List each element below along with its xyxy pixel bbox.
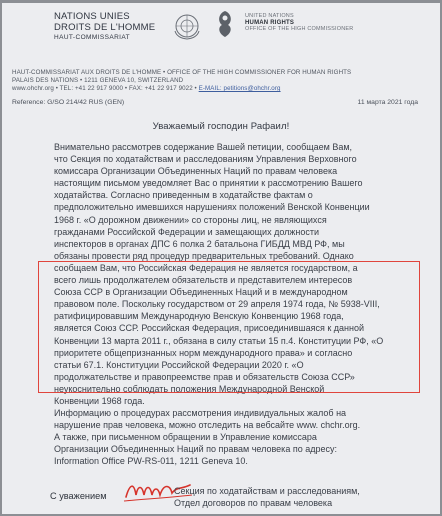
body-line: Information Office PW-RS-011, 1211 Geneva 10. [54, 456, 248, 467]
body-line: приоритете общепризнанных норм международного права» и согласно [54, 347, 353, 358]
body-line: ходатайства. Согласно приведенным в ходатайстве фактам о [54, 190, 313, 201]
body-line: обязаны провести ряд процедур предварительных требований. Однако [54, 250, 354, 261]
closing-phrase: С уважением [50, 491, 107, 501]
highlight-box [38, 261, 420, 393]
body-line: Организации Объединенных Наций по правам человека по адресу: [54, 444, 337, 455]
address-line-3 [12, 85, 436, 93]
body-line: ратифицировавшим Международную Венскую Конвенцию 1968 года, [54, 311, 344, 322]
contact-info: www.ohchr.org • TEL: +41 22 917 9000 • FAX: +41 22 917 9022 • [12, 85, 199, 93]
address-line-2: PALAIS DES NATIONS • 1211 GENEVA 10, SWITZERLAND [12, 77, 184, 85]
letter-page [2, 3, 440, 514]
org-name-line-2: DROITS DE L'HOMME [54, 22, 156, 33]
org-subtitle: HAUT-COMMISSARIAT [54, 34, 131, 41]
body-line: предположительно имевшихся нарушениях положений Венской Конвенции [54, 202, 370, 213]
org-name-line-1: NATIONS UNIES [54, 11, 130, 22]
hr-brand-line-1: UNITED NATIONS [245, 13, 294, 19]
body-line: Информацию о процедурах рассмотрения индивидуальных жалоб на [54, 408, 347, 419]
body-line: Внимательно рассмотрев содержание Вашей петиции, сообщаем Вам, [54, 142, 353, 152]
body-line: 1968 г. «О дорожном движении» со стороны лиц, не являющихся [54, 214, 327, 225]
body-line: комиссара Организации Объединенных Наций по правам человека [54, 166, 338, 177]
body-line: продолжательстве и правопреемстве прав и обязательств Союза ССР» [54, 371, 355, 382]
signature-block-line-1: Секция по ходатайствам и расследованиям, [174, 486, 360, 496]
human-rights-brand [245, 13, 365, 33]
body-line: Конвенции 1968 года. [54, 395, 145, 406]
body-line: А также, при письменном обращении в Управление комиссара [54, 432, 317, 443]
letter-date: 11 марта 2021 года [357, 99, 418, 106]
reference-number: Reference: G/SO 214/42 RUS (GEN) [12, 99, 125, 106]
salutation: Уважаемый господин Рафаил! [152, 121, 290, 132]
body-line: всего лишь продолжателем обязательств и представителем интересов [54, 275, 353, 286]
address-line-1: HAUT-COMMISSARIAT AUX DROITS DE L'HOMME • OFFICE OF THE HIGH COMMISSIONER FOR HUMAN RIGHTS [12, 69, 352, 76]
address-block [12, 69, 436, 94]
body-line: гражданами Российской Федерации и замещающих должности [54, 226, 320, 237]
body-line: сообщаем Вам, что Российская Федерация не является государством, а [54, 262, 358, 273]
organization-header [54, 11, 164, 42]
body-line: Конвенции 13 марта 2011 г., обязана в силу статьи 15 п.4. Конституции РФ, «О [54, 335, 384, 346]
body-line: нарушение прав человека, можно отследить на вебсайте www. chchr.org. [54, 420, 361, 431]
hr-brand-line-2: HUMAN RIGHTS [245, 19, 295, 26]
body-line: настоящим письмом уведомляет Вас о принятии к рассмотрению Вашего [54, 178, 363, 189]
body-line: Союза ССР в Организации Объединенных Наций и в международном [54, 287, 348, 298]
human-rights-logo-icon [210, 7, 240, 41]
signature-block-line-2: Отдел договоров по правам человека [174, 498, 333, 508]
signature-block [174, 485, 436, 509]
hr-brand-line-3: OFFICE OF THE HIGH COMMISSIONER [245, 26, 354, 32]
body-line: неукоснительно соблюдать положения Международной Венской [54, 383, 325, 394]
body-line: что Секция по ходатайствам и расследованиям Управления Верховного [54, 154, 357, 165]
body-line: правовом поле. Поскольку государством от 29 апреля 1974 года, № 5938-VIII, [54, 299, 380, 310]
un-emblem-icon [172, 11, 202, 41]
reference-line [12, 99, 432, 106]
body-line: статьи 67.1. Конституции Российской Федерации 2020 г. «О [54, 359, 304, 370]
body-line: является Союз ССР. Российская Федерация, присоединившаяся к данной [54, 323, 365, 334]
email-link[interactable]: E-MAIL: petitions@ohchr.org [198, 85, 281, 93]
body-line: инспекторов в органах ДПС 6 полка 2 батальона ГИБДД МВД РФ, мы [54, 238, 345, 249]
